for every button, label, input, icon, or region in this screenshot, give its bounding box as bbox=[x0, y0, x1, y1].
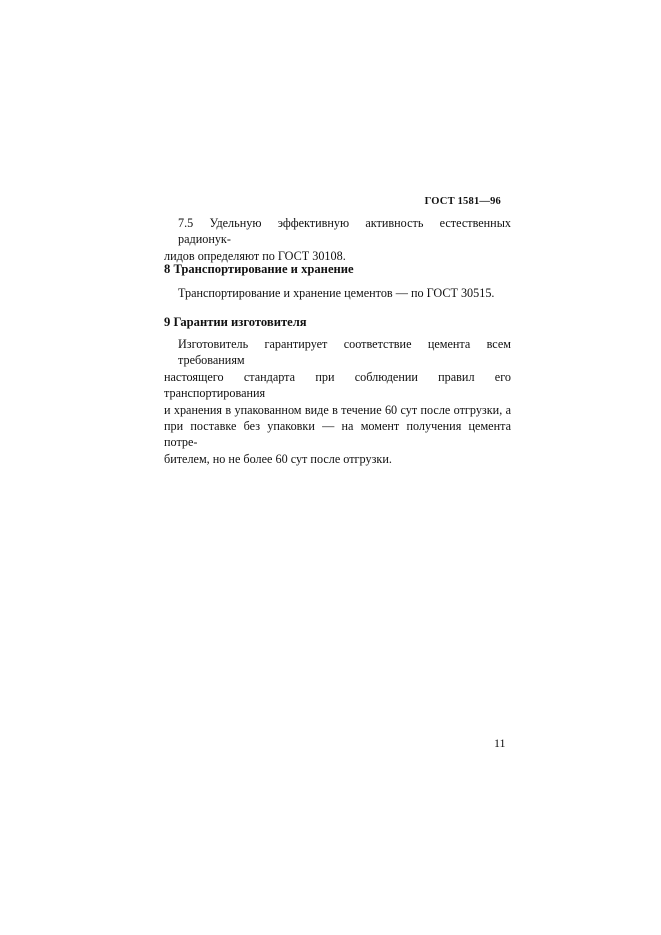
section-9-line-2: настоящего стандарта при соблюдении правил его транспортирования bbox=[164, 369, 511, 401]
section-8-body bbox=[164, 285, 511, 301]
page-number: 11 bbox=[494, 736, 506, 750]
section-9-line-5: бителем, но не более 60 сут после отгрузки. bbox=[164, 451, 392, 466]
clause-7-5-line-2: лидов определяют по ГОСТ 30108. bbox=[164, 248, 346, 263]
section-9-line-3: и хранения в упакованном виде в течение 60 сут после отгрузки, а bbox=[164, 402, 511, 417]
clause-7-5 bbox=[164, 215, 511, 264]
section-9-body bbox=[164, 336, 511, 467]
document-code-header: ГОСТ 1581—96 bbox=[424, 196, 501, 207]
section-8-text: Транспортирование и хранение цементов — по ГОСТ 30515. bbox=[178, 286, 495, 300]
section-8-heading: 8 Транспортирование и хранение bbox=[164, 262, 354, 276]
section-9-heading: 9 Гарантии изготовителя bbox=[164, 315, 307, 329]
clause-7-5-line-1: 7.5 Удельную эффективную активность естественных радионук- bbox=[178, 216, 511, 247]
section-9-line-4: при поставке без упаковки — на момент получения цемента потре- bbox=[164, 419, 511, 450]
section-9-line-1: Изготовитель гарантирует соответствие цемента всем требованиям bbox=[178, 337, 511, 368]
